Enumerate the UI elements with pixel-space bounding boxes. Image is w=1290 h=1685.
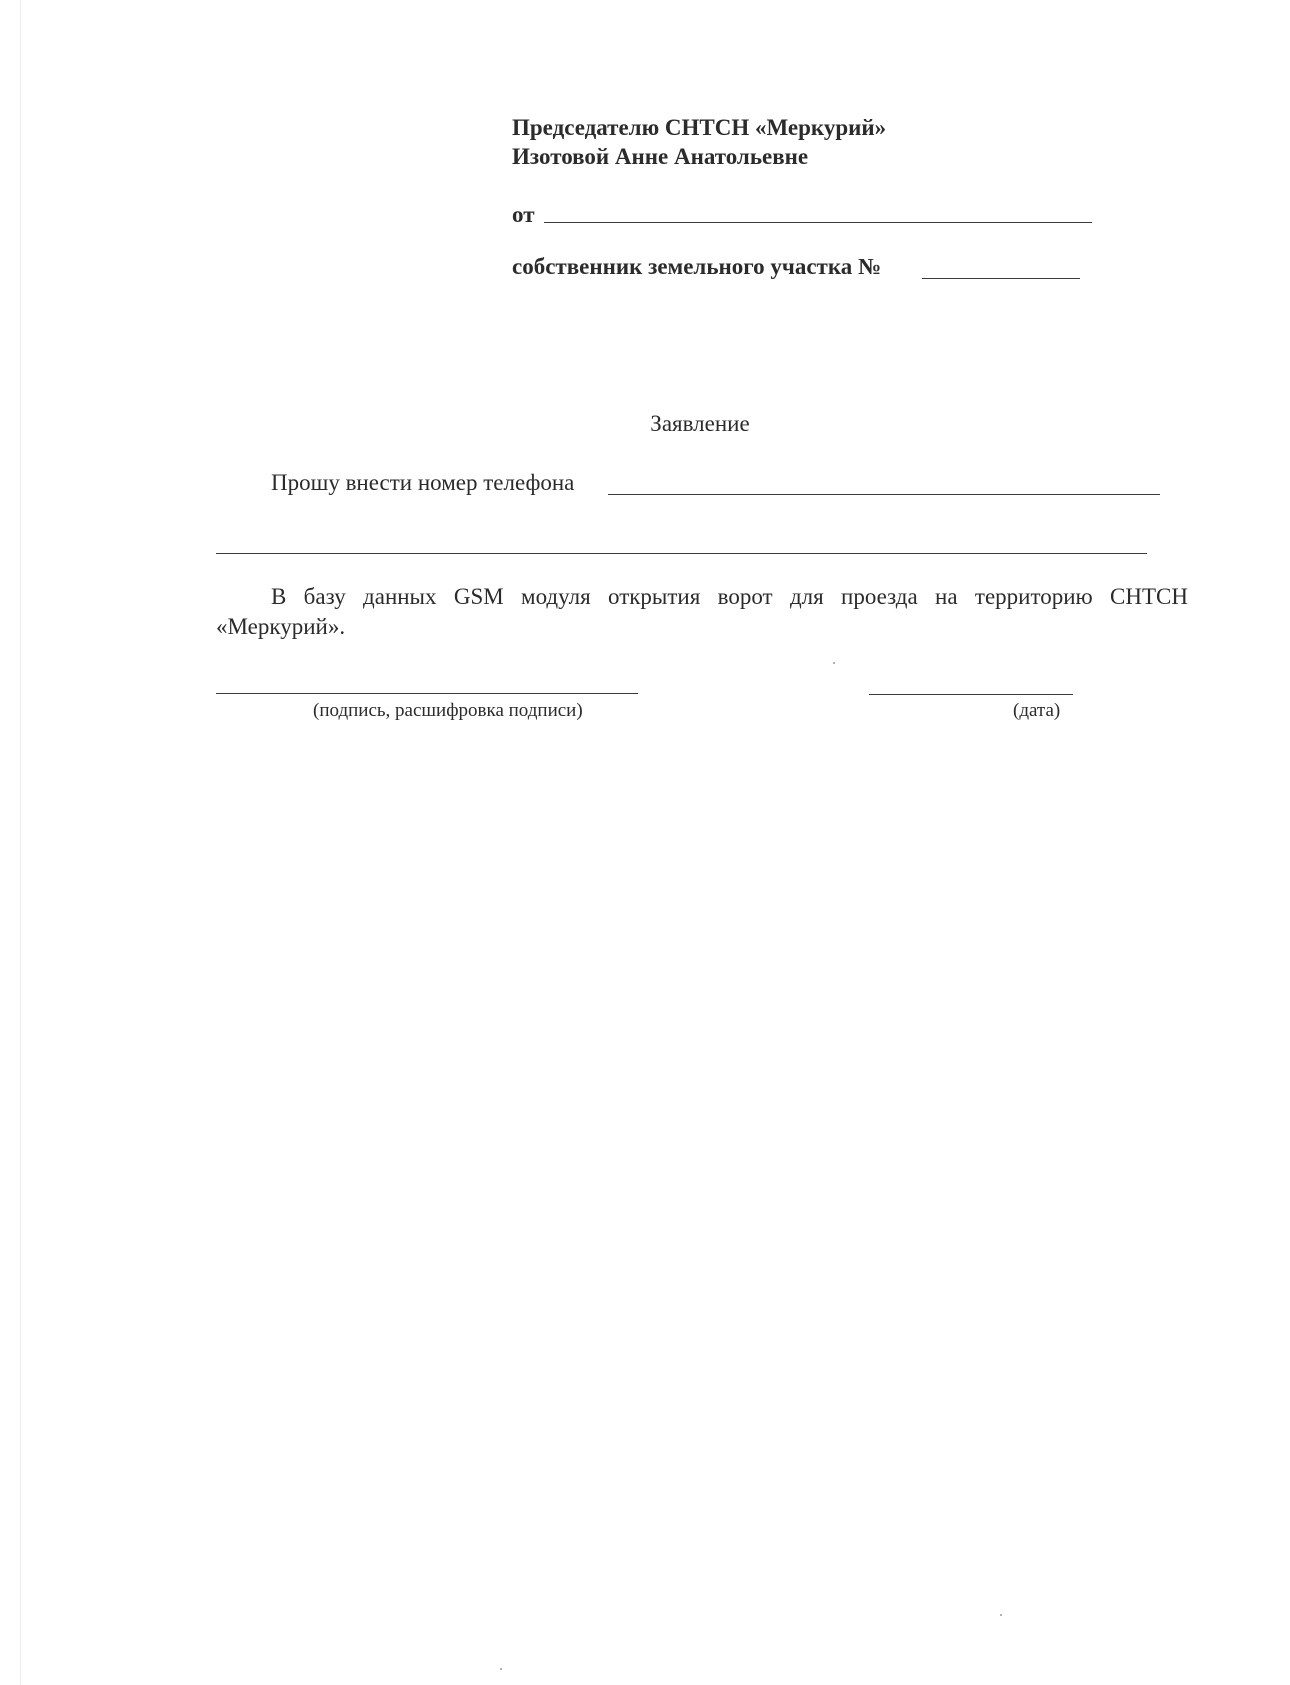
paragraph-line-2: «Меркурий». <box>216 614 346 639</box>
phone-continuation-line <box>216 553 1147 554</box>
signature-blank-line <box>216 693 638 694</box>
signature-caption: (подпись, расшифровка подписи) <box>313 700 583 721</box>
scan-speck <box>500 1668 502 1670</box>
date-blank-line <box>869 694 1073 695</box>
phone-request-text: Прошу внести номер телефона <box>271 470 575 495</box>
plot-number-blank-line <box>922 278 1080 279</box>
date-caption: (дата) <box>1013 700 1061 721</box>
from-blank-line <box>544 222 1092 223</box>
paragraph-line-1: В базу данных GSM модуля открытия ворот для проезда на территорию СНТСН <box>271 584 1188 609</box>
document-title: Заявление <box>650 411 750 436</box>
owner-label: собственник земельного участка № <box>512 254 882 279</box>
phone-blank-line <box>608 494 1160 495</box>
addressee-line-1: Председателю СНТСН «Меркурий» <box>512 115 887 140</box>
from-label: от <box>512 202 535 227</box>
addressee-line-2: Изотовой Анне Анатольевне <box>512 144 809 169</box>
scan-speck <box>833 662 835 664</box>
scan-speck <box>1000 1614 1002 1616</box>
page-edge-shadow <box>20 0 21 1685</box>
